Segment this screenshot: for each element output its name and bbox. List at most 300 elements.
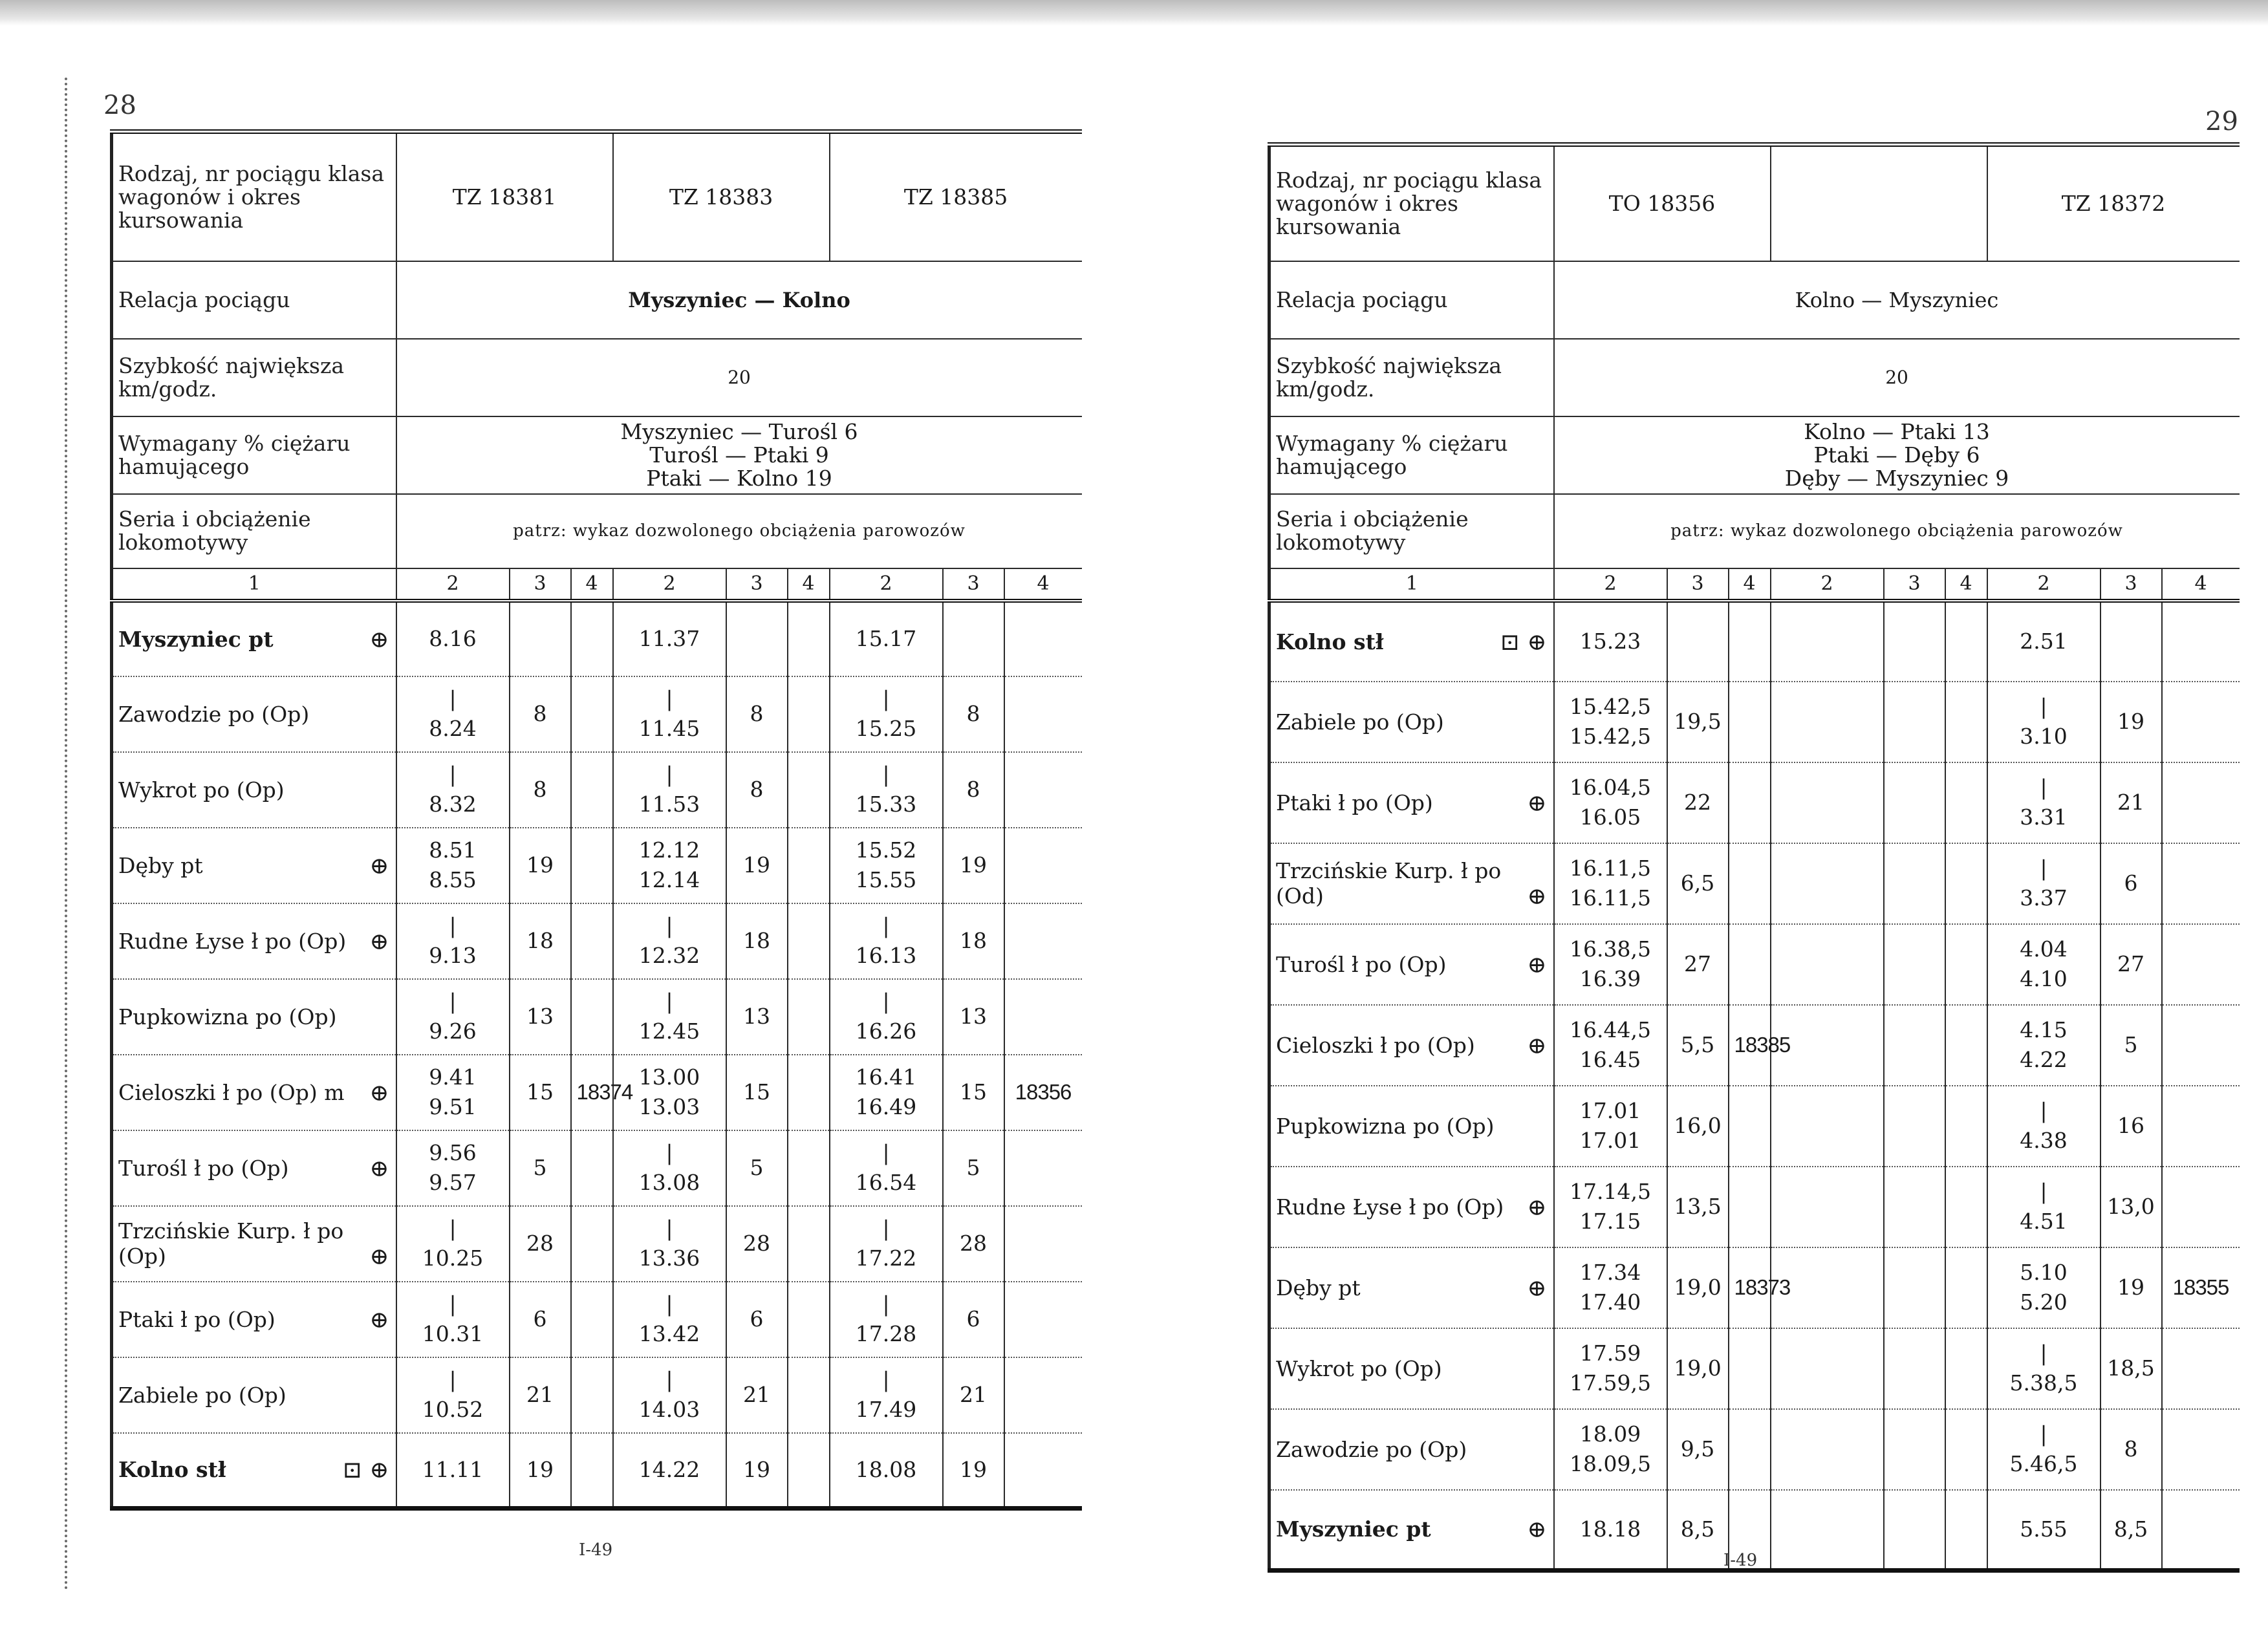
crossing-train-cell [788, 1282, 830, 1357]
time-value: 17.40 [1579, 1289, 1641, 1315]
distance-cell: 5 [2101, 1005, 2162, 1086]
time-cell [1554, 924, 1667, 1005]
time-value: 16.39 [1579, 966, 1641, 991]
time-value: 13.08 [638, 1170, 700, 1195]
time-value: 5.10 [2020, 1260, 2068, 1285]
time-value: 16.26 [855, 1018, 917, 1044]
distance-cell: 18 [510, 903, 571, 979]
station-name: Wykrot po (Op) [118, 777, 285, 803]
crossing-train-cell [788, 1433, 830, 1509]
speed-value: 20 [1554, 339, 2240, 416]
time-value: 18.08 [855, 1456, 917, 1482]
time-value: 13.42 [638, 1321, 700, 1346]
crossing-train-cell [788, 1055, 830, 1130]
table-row [112, 601, 1082, 676]
table-row [112, 1206, 1082, 1282]
crossing-train-cell [788, 752, 830, 828]
label-brake-weight: Wymagany % ciężaru hamującego [1269, 416, 1554, 494]
table-row [112, 752, 1082, 828]
crossing-train-cell [571, 903, 613, 979]
empty-cell [1771, 682, 1884, 762]
crossing-train-cell [2162, 924, 2240, 1005]
empty-cell [1945, 601, 1987, 682]
pass-through-mark: | [665, 1291, 673, 1317]
time-value: 9.26 [429, 1018, 477, 1044]
table-row [1269, 1005, 2240, 1086]
distance-cell: 6,5 [1667, 843, 1729, 924]
distance-cell: 27 [1667, 924, 1729, 1005]
pass-through-mark: | [2040, 694, 2047, 719]
time-cell [613, 1357, 726, 1433]
pass-through-mark: | [882, 1140, 890, 1165]
station-name: Pupkowizna po (Op) [1276, 1113, 1495, 1139]
distance-cell: 5 [726, 1130, 788, 1206]
column-number: 4 [571, 568, 613, 601]
column-number: 4 [1004, 568, 1082, 601]
time-cell [1554, 843, 1667, 924]
crossing-train-cell [1004, 903, 1082, 979]
distance-cell: 13 [726, 979, 788, 1055]
pass-through-mark: | [449, 1367, 457, 1392]
pass-through-mark: | [665, 1140, 673, 1165]
distance-cell: 8 [943, 752, 1004, 828]
crossing-train-cell [1004, 676, 1082, 752]
station-name: Zabiele po (Op) [1276, 709, 1444, 735]
distance-cell: 19 [510, 828, 571, 903]
time-cell [613, 903, 726, 979]
pass-through-mark: | [665, 1367, 673, 1392]
page-footer: I-49 [1723, 1551, 1758, 1570]
time-value: 13.00 [638, 1064, 700, 1090]
time-value: 18.09,5 [1570, 1451, 1651, 1476]
distance-cell: 8 [943, 676, 1004, 752]
time-cell [396, 1282, 510, 1357]
column-number: 3 [2101, 568, 2162, 601]
crossing-train-cell [1004, 1282, 1082, 1357]
distance-cell: 16 [2101, 1086, 2162, 1167]
brake-values [1554, 416, 2240, 494]
empty-cell [1771, 601, 1884, 682]
crossing-train-cell [2162, 1167, 2240, 1247]
time-value: 16.11,5 [1570, 885, 1651, 911]
crossing-train-cell [571, 676, 613, 752]
time-cell [830, 903, 943, 979]
crossing-train-cell [1729, 843, 1771, 924]
train-number: TZ 18381 [396, 132, 613, 261]
time-value: 17.14,5 [1570, 1179, 1651, 1204]
station-name: Zawodzie po (Op) [1276, 1436, 1467, 1462]
column-number: 1 [112, 568, 396, 601]
distance-cell: 19,0 [1667, 1328, 1729, 1409]
station-name: Pupkowizna po (Op) [118, 1004, 337, 1029]
crossing-train-cell [2162, 1490, 2240, 1571]
station-name: Trzcińskie Kurp. ł po (Od) [1276, 858, 1502, 909]
time-value: 8.32 [429, 792, 477, 817]
empty-cell [1884, 1328, 1945, 1409]
station-cell [112, 1055, 396, 1130]
empty-cell [1945, 682, 1987, 762]
time-value: 2.51 [2020, 629, 2068, 654]
crossing-train-cell [571, 1130, 613, 1206]
distance-cell: 21 [943, 1357, 1004, 1433]
pass-through-mark: | [665, 1216, 673, 1241]
station-symbol-icon: ⊕ [369, 928, 389, 955]
empty-cell [1945, 843, 1987, 924]
label-max-speed: Szybkość największa km/godz. [1269, 339, 1554, 416]
time-cell [613, 752, 726, 828]
station-symbol-icon: ⊕ [1527, 1032, 1547, 1059]
table-row [112, 1282, 1082, 1357]
distance-cell: 19 [943, 828, 1004, 903]
distance-cell: 18,5 [2101, 1328, 2162, 1409]
station-cell [1269, 1490, 1554, 1571]
time-value: 11.45 [638, 716, 700, 741]
time-value: 18.18 [1579, 1516, 1641, 1542]
column-number: 3 [1884, 568, 1945, 601]
station-cell [112, 1282, 396, 1357]
distance-cell: 6 [510, 1282, 571, 1357]
time-value: 16.44,5 [1570, 1017, 1651, 1042]
time-cell [1554, 1328, 1667, 1409]
station-name: Ptaki ł po (Op) [1276, 790, 1433, 815]
train-number: TO 18356 [1554, 145, 1771, 261]
column-number: 2 [830, 568, 943, 601]
column-numbers [112, 568, 1082, 601]
distance-cell: 13,5 [1667, 1167, 1729, 1247]
column-number: 2 [1554, 568, 1667, 601]
pass-through-mark: | [449, 686, 457, 711]
pass-through-mark: | [882, 989, 890, 1014]
pass-through-mark: | [449, 989, 457, 1014]
train-number: TZ 18372 [1987, 145, 2240, 261]
time-value: 12.14 [638, 867, 700, 892]
distance-cell: 19,0 [1667, 1247, 1729, 1328]
pass-through-mark: | [2040, 1179, 2047, 1204]
crossing-train-cell [1729, 682, 1771, 762]
station-name: Myszyniec pt [1276, 1516, 1431, 1542]
crossing-train-cell [788, 676, 830, 752]
time-cell [1987, 682, 2101, 762]
time-value: 12.45 [638, 1018, 700, 1044]
label-brake-weight: Wymagany % ciężaru hamującego [112, 416, 396, 494]
station-symbol-icon: ⊡ ⊕ [1500, 629, 1547, 656]
column-number: 4 [1945, 568, 1987, 601]
time-cell [396, 1055, 510, 1130]
brake-line: Kolno — Ptaki 13 [1804, 418, 1990, 444]
distance-cell: 28 [726, 1206, 788, 1282]
pass-through-mark: | [882, 762, 890, 787]
time-value: 3.31 [2020, 804, 2068, 830]
page-footer: I-49 [579, 1540, 613, 1560]
time-value: 9.56 [429, 1140, 477, 1165]
time-value: 16.38,5 [1570, 936, 1651, 962]
label-loco-series: Seria i obciążenie lokomotywy [112, 494, 396, 568]
crossing-train-cell [1729, 1167, 1771, 1247]
time-value: 8.16 [429, 626, 477, 651]
time-value: 18.09 [1579, 1421, 1641, 1447]
time-value: 14.03 [638, 1397, 700, 1422]
station-name: Dęby pt [1276, 1275, 1361, 1300]
time-value: 17.01 [1579, 1098, 1641, 1123]
column-number: 2 [396, 568, 510, 601]
time-cell [830, 1130, 943, 1206]
crossing-train-cell [571, 1433, 613, 1509]
empty-cell [1945, 762, 1987, 843]
empty-cell [1771, 1328, 1884, 1409]
pass-through-mark: | [665, 989, 673, 1014]
station-name: Turośl ł po (Op) [118, 1155, 289, 1181]
crossing-train-cell [1004, 601, 1082, 676]
crossing-train-cell [2162, 682, 2240, 762]
station-name: Rudne Łyse ł po (Op) [1276, 1194, 1504, 1220]
distance-cell: 19 [726, 1433, 788, 1509]
station-name: Cieloszki ł po (Op) [1276, 1032, 1475, 1058]
station-symbol-icon: ⊕ [369, 626, 389, 653]
station-name: Kolno stł [118, 1457, 226, 1483]
station-cell [1269, 843, 1554, 924]
time-cell [396, 676, 510, 752]
distance-cell [1667, 601, 1729, 682]
distance-cell: 5 [943, 1130, 1004, 1206]
empty-cell [1884, 1490, 1945, 1571]
time-cell [1987, 1167, 2101, 1247]
time-cell [1987, 601, 2101, 682]
time-cell [613, 828, 726, 903]
time-cell [1987, 1490, 2101, 1571]
crossing-train-cell [571, 1282, 613, 1357]
time-value: 16.54 [855, 1170, 917, 1195]
loco-note: patrz: wykaz dozwolonego obciążenia parowozów [396, 494, 1082, 568]
time-value: 4.10 [2020, 966, 2068, 991]
table-row [1269, 843, 2240, 924]
crossing-train-cell [2162, 1409, 2240, 1490]
empty-cell [1884, 601, 1945, 682]
crossing-train-cell [571, 979, 613, 1055]
time-value: 15.25 [855, 716, 917, 741]
crossing-train-cell [2162, 601, 2240, 682]
distance-cell: 19 [2101, 1247, 2162, 1328]
crossing-train-cell [1729, 762, 1771, 843]
station-name: Wykrot po (Op) [1276, 1355, 1442, 1381]
distance-cell: 9,5 [1667, 1409, 1729, 1490]
time-value: 10.31 [422, 1321, 484, 1346]
speed-value: 20 [396, 339, 1082, 416]
time-value: 11.37 [638, 626, 700, 651]
crossing-train-cell [2162, 762, 2240, 843]
distance-cell: 19,5 [1667, 682, 1729, 762]
empty-cell [1884, 1086, 1945, 1167]
label-relation: Relacja pociągu [1269, 261, 1554, 339]
empty-cell [1884, 1167, 1945, 1247]
station-symbol-icon: ⊕ [1527, 1516, 1547, 1544]
distance-cell: 8 [726, 752, 788, 828]
column-number: 2 [613, 568, 726, 601]
empty-cell [1771, 924, 1884, 1005]
pass-through-mark: | [2040, 775, 2047, 800]
distance-cell: 6 [943, 1282, 1004, 1357]
crossing-train-cell [1729, 1086, 1771, 1167]
time-cell [1554, 601, 1667, 682]
station-symbol-icon: ⊕ [369, 1079, 389, 1106]
pass-through-mark: | [449, 762, 457, 787]
time-cell [830, 752, 943, 828]
crossing-train-cell [2162, 1086, 2240, 1167]
crossing-train-cell [1004, 1130, 1082, 1206]
station-symbol-icon: ⊕ [1527, 1275, 1547, 1302]
time-value: 17.01 [1579, 1128, 1641, 1153]
station-cell [1269, 1247, 1554, 1328]
time-value: 9.51 [429, 1094, 477, 1119]
distance-cell: 22 [1667, 762, 1729, 843]
column-number: 4 [2162, 568, 2240, 601]
time-value: 13.03 [638, 1094, 700, 1119]
pass-through-mark: | [882, 1367, 890, 1392]
empty-cell [1884, 1247, 1945, 1328]
time-cell [613, 979, 726, 1055]
station-name: Trzcińskie Kurp. ł po (Op) [118, 1218, 344, 1269]
time-value: 11.53 [638, 792, 700, 817]
time-value: 11.11 [422, 1456, 484, 1482]
timetable-right [1268, 142, 2240, 1573]
time-cell [1554, 1409, 1667, 1490]
crossing-train-cell [788, 828, 830, 903]
distance-cell: 21 [2101, 762, 2162, 843]
time-value: 9.57 [429, 1170, 477, 1195]
distance-cell: 28 [943, 1206, 1004, 1282]
time-cell [1987, 1005, 2101, 1086]
table-row [1269, 924, 2240, 1005]
station-name: Kolno stł [1276, 629, 1384, 654]
time-cell [396, 1130, 510, 1206]
crossing-train-cell [788, 979, 830, 1055]
station-name: Cieloszki ł po (Op) m [118, 1079, 345, 1105]
time-value: 12.32 [638, 943, 700, 968]
station-cell [1269, 1167, 1554, 1247]
time-cell [613, 1282, 726, 1357]
column-number: 3 [726, 568, 788, 601]
empty-cell [1884, 1409, 1945, 1490]
label-loco-series: Seria i obciążenie lokomotywy [1269, 494, 1554, 568]
relation-value: Myszyniec — Kolno [396, 261, 1082, 339]
time-value: 14.22 [638, 1456, 700, 1482]
crossing-train-cell: 18374 [571, 1055, 613, 1130]
station-cell [1269, 601, 1554, 682]
time-cell [1554, 1247, 1667, 1328]
time-value: 16.41 [855, 1064, 917, 1090]
time-cell [396, 1433, 510, 1509]
distance-cell: 8 [510, 676, 571, 752]
time-cell [613, 1130, 726, 1206]
table-row [1269, 1086, 2240, 1167]
time-value: 17.59,5 [1570, 1370, 1651, 1396]
time-value: 17.15 [1579, 1209, 1641, 1234]
time-value: 4.15 [2020, 1017, 2068, 1042]
pass-through-mark: | [449, 913, 457, 938]
time-cell [830, 601, 943, 676]
time-cell [613, 676, 726, 752]
distance-cell: 21 [726, 1357, 788, 1433]
time-value: 4.22 [2020, 1047, 2068, 1072]
empty-cell [1884, 762, 1945, 843]
station-cell [112, 1357, 396, 1433]
column-number: 3 [510, 568, 571, 601]
distance-cell: 13 [510, 979, 571, 1055]
column-number: 1 [1269, 568, 1554, 601]
time-cell [1987, 924, 2101, 1005]
time-cell [830, 828, 943, 903]
time-value: 12.12 [638, 837, 700, 863]
time-cell [396, 752, 510, 828]
crossing-train-cell [571, 752, 613, 828]
table-row [112, 979, 1082, 1055]
relation-value: Kolno — Myszyniec [1554, 261, 2240, 339]
time-cell [1987, 762, 2101, 843]
table-row [112, 676, 1082, 752]
crossing-train-cell: 18373 [1729, 1247, 1771, 1328]
crossing-train-cell [1729, 1328, 1771, 1409]
time-cell [1987, 1247, 2101, 1328]
crossing-train-cell [1004, 828, 1082, 903]
time-cell [396, 979, 510, 1055]
empty-cell [1945, 1086, 1987, 1167]
brake-line: Dęby — Myszyniec 9 [1784, 465, 2009, 491]
empty-cell [1884, 924, 1945, 1005]
time-value: 16.04,5 [1570, 775, 1651, 800]
brake-line: Myszyniec — Turośl 6 [620, 418, 858, 444]
timetable-left [110, 129, 1082, 1511]
distance-cell: 6 [726, 1282, 788, 1357]
train-number: TZ 18383 [613, 132, 830, 261]
time-cell [1554, 1086, 1667, 1167]
time-cell [1987, 843, 2101, 924]
time-value: 8.51 [429, 837, 477, 863]
distance-cell: 18 [943, 903, 1004, 979]
time-value: 13.36 [638, 1245, 700, 1271]
time-value: 8.55 [429, 867, 477, 892]
station-cell [112, 752, 396, 828]
pass-through-mark: | [2040, 856, 2047, 881]
label-train-type: Rodzaj, nr pociągu klasa wagonów i okres kursowania [1269, 145, 1554, 261]
time-value: 16.05 [1579, 804, 1641, 830]
crossing-train-cell [2162, 1328, 2240, 1409]
time-value: 15.52 [855, 837, 917, 863]
time-value: 17.59 [1579, 1341, 1641, 1366]
label-train-type: Rodzaj, nr pociągu klasa wagonów i okres kursowania [112, 132, 396, 261]
page-number: 28 [103, 91, 136, 120]
distance-cell: 18 [726, 903, 788, 979]
time-value: 17.49 [855, 1397, 917, 1422]
station-name: Ptaki ł po (Op) [118, 1306, 275, 1332]
distance-cell: 15 [726, 1055, 788, 1130]
time-value: 15.17 [855, 626, 917, 651]
pass-through-mark: | [2040, 1341, 2047, 1366]
station-cell [1269, 1086, 1554, 1167]
empty-cell [1945, 1247, 1987, 1328]
empty-cell [1945, 1167, 1987, 1247]
time-value: 15.33 [855, 792, 917, 817]
time-cell [1987, 1409, 2101, 1490]
pass-through-mark: | [665, 686, 673, 711]
crossing-train-cell: 18356 [1004, 1055, 1082, 1130]
time-value: 9.41 [429, 1064, 477, 1090]
time-cell [1554, 1005, 1667, 1086]
crossing-train-cell [788, 903, 830, 979]
column-number: 4 [788, 568, 830, 601]
station-cell [112, 903, 396, 979]
table-row [1269, 682, 2240, 762]
table-row [1269, 1167, 2240, 1247]
empty-cell [1884, 682, 1945, 762]
